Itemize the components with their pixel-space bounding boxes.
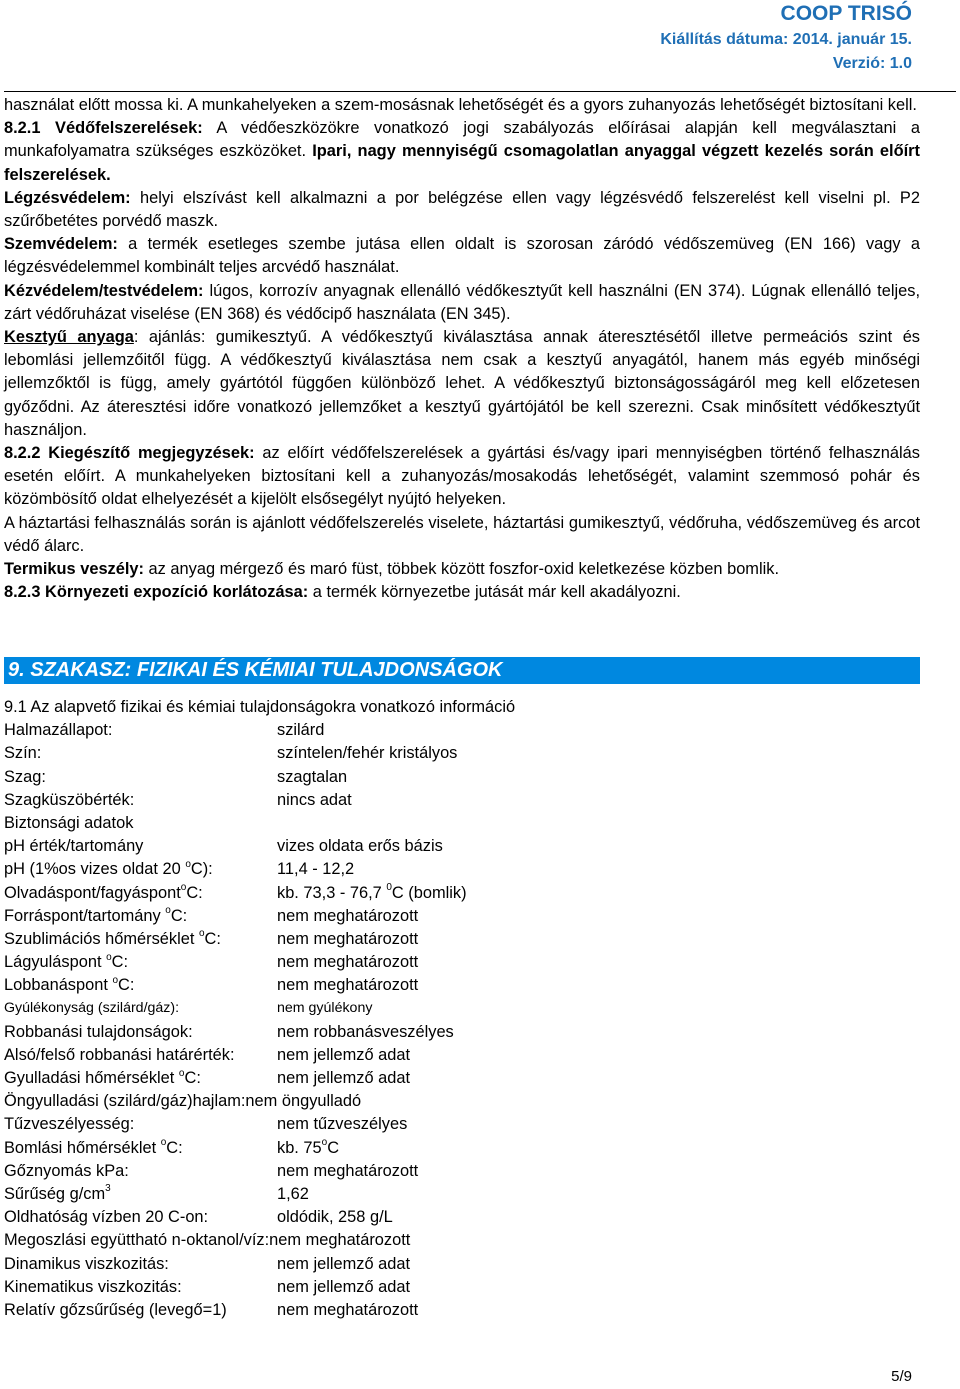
property-label-text: Bomlási hőmérséklet: [4, 1138, 161, 1157]
property-row: [4, 1044, 515, 1067]
property-value: [245, 1090, 361, 1113]
property-label: [4, 1113, 134, 1136]
property-label-text: Szublimációs hőmérséklet: [4, 929, 199, 948]
property-value: [277, 789, 352, 812]
property-value: [277, 742, 457, 765]
property-row: [4, 835, 515, 858]
property-label-text: Robbanási tulajdonságok:: [4, 1022, 193, 1041]
property-row: [4, 1090, 515, 1113]
property-row: [4, 997, 515, 1020]
property-value: [277, 1160, 418, 1183]
property-label: [4, 1090, 245, 1113]
property-label-text: pH érték/tartomány: [4, 837, 144, 856]
property-label: [4, 1229, 269, 1252]
property-value: [277, 905, 418, 928]
section-9-1-intro: 9.1 Az alapvető fizikai és kémiai tulajdonságokra vonatkozó információ: [4, 698, 516, 716]
page-number: 5/9: [891, 1368, 912, 1385]
property-value-text: nem meghatározott: [269, 1231, 411, 1250]
superscript: o: [106, 951, 112, 963]
property-row: [4, 1113, 515, 1136]
paragraph-text: használat előtt mossa ki. A munkahelyeken a szem-mosásnak lehetőségét és a gyors zuhanyozás lehetőségét biztosítani kell.: [4, 96, 917, 114]
property-value: [277, 719, 324, 742]
heading-thermal: Termikus veszély:: [4, 560, 144, 579]
property-row: [4, 789, 515, 812]
property-row: [4, 882, 515, 905]
paragraph-protective-equipment: [4, 117, 920, 187]
property-row: [4, 766, 515, 789]
property-label-text: Gyulladási hőmérséklet: [4, 1069, 179, 1088]
property-row: [4, 1160, 515, 1183]
property-value-text: 1,62: [277, 1184, 309, 1203]
section-9-title: 9. SZAKASZ: FIZIKAI ÉS KÉMIAI TULAJDONSÁGOK: [4, 657, 920, 684]
property-label: [4, 742, 41, 765]
property-value: [277, 1067, 410, 1090]
property-value-text: nem tűzveszélyes: [277, 1115, 408, 1134]
property-label-text: Olvadáspont/fagyáspont: [4, 883, 181, 902]
property-row: [4, 974, 515, 997]
paragraph-bold-note: Ipari, nagy mennyiségű csomagolatlan anyaggal végzett kezelés során előírt felszerelések.: [4, 142, 920, 184]
property-label-text: Tűzveszélyesség:: [4, 1115, 135, 1134]
property-label: [4, 1067, 201, 1090]
property-value-text: színtelen/fehér kristályos: [277, 744, 458, 763]
property-value-text: szilárd: [277, 721, 325, 740]
paragraph-additional-notes: [4, 442, 920, 512]
superscript: o: [321, 1137, 328, 1149]
property-value-text: nem gyúlékony: [277, 1000, 373, 1017]
property-value-text: nem jellemző adat: [277, 1277, 411, 1296]
property-value-text: nem jellemző adat: [277, 1254, 411, 1273]
property-value-text: kb. 73,3 - 76,7: [277, 883, 387, 902]
property-label-text: Biztonsági adatok: [4, 813, 134, 832]
property-value-text: nem meghatározott: [277, 953, 419, 972]
document-header: [660, 0, 912, 76]
property-label-text: Szagküszöbérték:: [4, 790, 135, 809]
superscript: o: [112, 974, 119, 986]
heading-hand-body: Kézvédelem/testvédelem:: [4, 281, 204, 300]
heading-8-2-2: 8.2.2 Kiegészítő megjegyzések:: [4, 444, 255, 463]
property-row: [4, 858, 515, 881]
property-value-text: nem meghatározott: [277, 1300, 419, 1319]
property-value: [277, 1021, 454, 1044]
paragraph-text: az előírt védőfelszerelések a gyártási és/vagy ipari mennyiségben történő felhasználás esetén előírt. A munkahelyeken biztosítani kell a zuhanyozás/mosakodás lehetőségét, valamint szemmosó pohár és közömbösítő oldat elhelyezését a kijelölt elsősegélyt nyújtó helyeken.: [4, 444, 920, 509]
property-label-text: Forráspont/tartomány: [4, 906, 166, 925]
header-divider: [4, 91, 956, 92]
property-row: [4, 1137, 515, 1160]
property-label-unit: C:: [184, 1069, 201, 1088]
property-label-text: Halmazállapot:: [4, 721, 113, 740]
property-value: [277, 858, 354, 881]
property-label-unit: C:: [118, 976, 135, 995]
property-value: [277, 1044, 410, 1067]
property-value-unit: C (bomlik): [391, 883, 467, 902]
property-label-text: Dinamikus viszkozitás:: [4, 1254, 169, 1273]
property-row: [4, 719, 515, 742]
property-value-text: nem jellemző adat: [277, 1069, 411, 1088]
property-value-text: nem meghatározott: [277, 906, 419, 925]
property-label-unit: C:: [186, 883, 203, 902]
paragraph-respiratory: [4, 187, 920, 233]
property-row: [4, 928, 515, 951]
property-value: [277, 951, 418, 974]
paragraph-text: : ajánlás: gumikesztyű. A védőkesztyű kiválasztása annak áteresztésétől illetve permeációs szint és lebomlási jellemzőitől függ. A védőkesztyű kiválasztása nem csak a kesztyű anyagától, hanem más egyéb minőségi jellemzőktől is függ, amely gyártótól függően különböző lehet. A védőkesztyű biztonságosságáról meg kell előzetesen győződni. Az áteresztési időre vonatkozó jellemzőket a kesztyű gyártójától be kell szerezni. Csak minősített védőkesztyűt használjon.: [4, 328, 921, 439]
heading-8-2-1: 8.2.1 Védőfelszerelések:: [4, 119, 203, 138]
property-value-unit: C: [327, 1138, 340, 1157]
property-label: [4, 858, 213, 881]
property-label-text: Kinematikus viszkozitás:: [4, 1277, 182, 1296]
heading-8-2-3: 8.2.3 Környezeti expozíció korlátozása:: [4, 583, 309, 602]
property-row: [4, 1276, 515, 1299]
issue-date: Kiállítás dátuma: 2014. január 15.: [660, 31, 912, 48]
heading-respiratory: Légzésvédelem:: [4, 188, 131, 207]
property-value: [277, 997, 372, 1020]
heading-glove-material: Kesztyű anyaga: [4, 328, 134, 347]
property-value: [277, 1299, 418, 1322]
property-label-text: Öngyulladási (szilárd/gáz)hajlam:: [4, 1092, 246, 1111]
property-label: [4, 1299, 227, 1322]
property-label: [4, 882, 203, 905]
property-row: [4, 905, 515, 928]
property-label-text: Szín:: [4, 744, 42, 763]
property-value: [277, 882, 467, 905]
property-label: [4, 766, 46, 789]
property-row: [4, 1183, 515, 1206]
property-row: [4, 812, 515, 835]
property-value: [277, 835, 443, 858]
property-label-text: Alsó/felső robbanási határérték:: [4, 1045, 235, 1064]
property-label-text: pH (1%os vizes oldat 20: [4, 860, 186, 879]
paragraph-text: A háztartási felhasználás során is ajánlott védőfelszerelés viselete, háztartási gumikesztyű, védőruha, védőszemüveg és arcot védő álarc.: [4, 513, 920, 555]
property-value: [277, 1183, 309, 1206]
company-name: COOP TRISÓ: [780, 2, 912, 25]
property-label-text: Lágyuláspont: [4, 953, 107, 972]
property-label-text: Sűrűség g/cm: [4, 1184, 106, 1203]
superscript: o: [198, 928, 205, 940]
property-label: [4, 974, 134, 997]
property-row: [4, 1253, 515, 1276]
property-value-text: nem robbanásveszélyes: [277, 1022, 454, 1041]
paragraph-text: A védőeszközökre vonatkozó jogi szabályozás előírásai alapján kell megválasztani a munkafolyamatra szükséges eszközöket.: [4, 119, 920, 161]
property-value-text: nem meghatározott: [277, 929, 419, 948]
property-label: [4, 789, 134, 812]
paragraph-household: [4, 512, 920, 558]
property-label: [4, 835, 143, 858]
paragraph-text: a termék környezetbe jutását már kell akadályozni.: [308, 583, 681, 602]
property-label: [4, 951, 128, 974]
heading-eye: Szemvédelem:: [4, 235, 118, 254]
property-label-text: Oldhatóság vízben 20 C-on:: [4, 1208, 209, 1227]
paragraph-glove-material: [4, 326, 920, 442]
property-row: [4, 1067, 515, 1090]
property-value-text: nem meghatározott: [277, 976, 419, 995]
property-label-text: Gőznyomás kPa:: [4, 1161, 129, 1180]
paragraph-hand-body: [4, 280, 920, 326]
property-label: [4, 1183, 111, 1206]
superscript: o: [165, 905, 171, 917]
property-rows: [4, 719, 515, 1322]
property-label: [4, 1160, 129, 1183]
property-value-text: oldódik, 258 g/L: [277, 1208, 393, 1227]
superscript: o: [160, 1137, 167, 1149]
property-label-text: Relatív gőzsűrűség (levegő=1): [4, 1300, 227, 1319]
property-row: [4, 742, 515, 765]
property-value: [277, 1137, 339, 1160]
property-label-unit: C:: [170, 906, 188, 925]
property-value: [277, 1206, 393, 1229]
property-label: [4, 1206, 208, 1229]
property-label-text: Megoszlási együttható n-oktanol/víz:: [4, 1231, 270, 1250]
paragraph-text: az anyag mérgező és maró füst, többek között foszfor-oxid keletkezése közben bomlik.: [144, 560, 779, 579]
property-value-text: nincs adat: [277, 790, 352, 809]
property-value: [277, 1276, 410, 1299]
version-label: Verzió: 1.0: [832, 55, 912, 72]
property-label-text: Gyúlékonyság (szilárd/gáz):: [4, 1000, 180, 1017]
property-row: [4, 1021, 515, 1044]
superscript: o: [178, 1067, 185, 1079]
property-value: [277, 766, 347, 789]
superscript: 0: [386, 882, 392, 894]
property-label-unit: C:: [166, 1138, 183, 1157]
paragraph-handwash: [4, 94, 920, 117]
property-value-text: nem meghatározott: [277, 1161, 419, 1180]
property-row: [4, 1206, 515, 1229]
paragraph-text: lúgos, korrozív anyagnak ellenálló védőkesztyűt kell használni (EN 374). Lúgnak ellenálló teljes, zárt védőruházat viselése (EN 368) és védőcipő használata (EN 345).: [4, 281, 920, 323]
property-label: [4, 719, 112, 742]
property-value-text: nem öngyulladó: [245, 1092, 362, 1111]
document-body: [4, 94, 920, 604]
paragraph-eye: [4, 233, 920, 279]
property-label: [4, 997, 179, 1020]
properties-list: [4, 696, 515, 1322]
property-value: [277, 928, 418, 951]
property-value: [269, 1229, 410, 1252]
property-label-unit: C:: [111, 953, 129, 972]
paragraph-environment: [4, 581, 920, 604]
paragraph-thermal: [4, 558, 920, 581]
property-label-unit: C):: [190, 860, 213, 879]
superscript: o: [185, 858, 191, 870]
superscript: o: [180, 882, 187, 894]
property-value-text: szagtalan: [277, 767, 348, 786]
property-label: [4, 905, 187, 928]
superscript: 3: [105, 1183, 111, 1195]
paragraph-text: helyi elszívást kell alkalmazni a por belégzése ellen vagy légzésvédő felszerelést kell viselni pl. P2 szűrőbetétes porvédő maszk.: [4, 188, 920, 231]
property-label: [4, 1137, 183, 1160]
property-label: [4, 812, 133, 835]
property-row: [4, 951, 515, 974]
property-row: [4, 1299, 515, 1322]
property-value-text: 11,4 - 12,2: [277, 860, 355, 879]
property-value-text: vizes oldata erős bázis: [277, 837, 443, 856]
property-label: [4, 1253, 169, 1276]
property-label-text: Szag:: [4, 767, 46, 786]
property-row: [4, 1229, 515, 1252]
property-label: [4, 1021, 193, 1044]
property-value-text: nem jellemző adat: [277, 1045, 411, 1064]
property-label: [4, 1276, 182, 1299]
property-value: [277, 974, 418, 997]
property-label-unit: C:: [204, 929, 221, 948]
property-label-text: Lobbanáspont: [4, 976, 113, 995]
property-value: [277, 1113, 407, 1136]
property-value: [277, 1253, 410, 1276]
property-label: [4, 928, 221, 951]
property-value-text: kb. 75: [277, 1138, 322, 1157]
paragraph-text: a termék esetleges szembe jutása ellen oldalt is szorosan záródó védőszemüveg (EN 166) vagy a légzésvédelemmel kombinált teljes arcvédő használat.: [4, 235, 920, 277]
property-label: [4, 1044, 235, 1067]
